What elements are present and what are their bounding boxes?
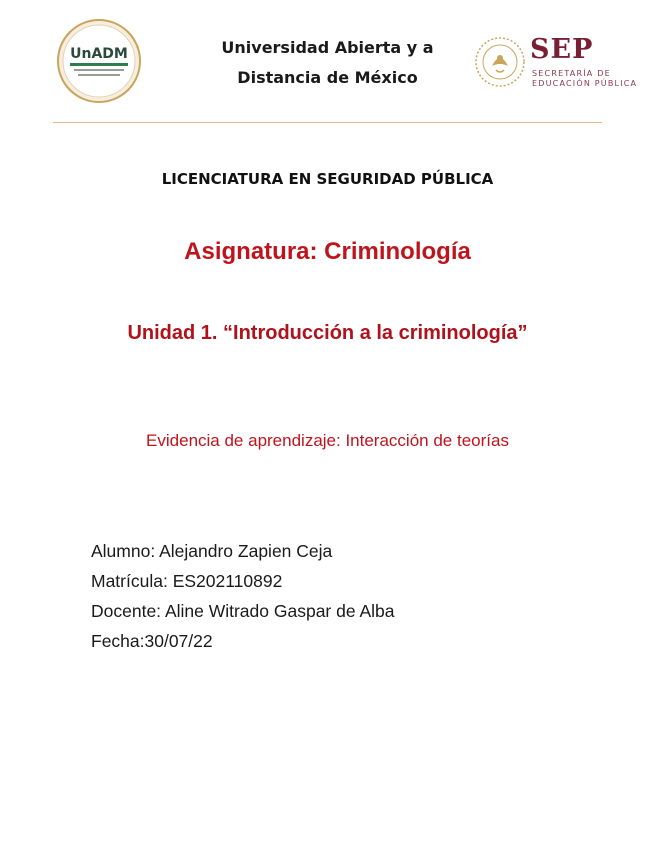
enrollment-number: Matrícula: ES202110892 bbox=[91, 571, 283, 591]
student-name: Alumno: Alejandro Zapien Ceja bbox=[91, 541, 333, 561]
university-name bbox=[190, 33, 465, 93]
date: Fecha:30/07/22 bbox=[91, 631, 213, 651]
sep-logo bbox=[474, 36, 644, 96]
evidence-title: Evidencia de aprendizaje: Interacción de teorías bbox=[146, 431, 509, 450]
unadm-logo-icon bbox=[56, 18, 142, 104]
svg-text:UnADM: UnADM bbox=[70, 46, 128, 62]
sep-wordmark: SEP bbox=[530, 34, 594, 65]
mexico-seal-icon bbox=[474, 36, 526, 88]
teacher-name: Docente: Aline Witrado Gaspar de Alba bbox=[91, 601, 395, 621]
degree-title: LICENCIATURA EN SEGURIDAD PÚBLICA bbox=[161, 170, 494, 188]
university-name-line1: Universidad Abierta y a bbox=[221, 38, 434, 57]
document-header bbox=[0, 0, 655, 124]
student-info bbox=[91, 536, 611, 656]
header-divider bbox=[53, 122, 602, 123]
sep-subtitle bbox=[532, 69, 637, 89]
subject-title: Asignatura: Criminología bbox=[184, 238, 471, 265]
sep-subtitle-line2: EDUCACIÓN PÚBLICA bbox=[532, 79, 638, 88]
university-name-line2: Distancia de México bbox=[237, 68, 418, 87]
sep-subtitle-line1: SECRETARÍA DE bbox=[532, 69, 611, 78]
unit-title: Unidad 1. “Introducción a la criminología” bbox=[127, 322, 528, 344]
